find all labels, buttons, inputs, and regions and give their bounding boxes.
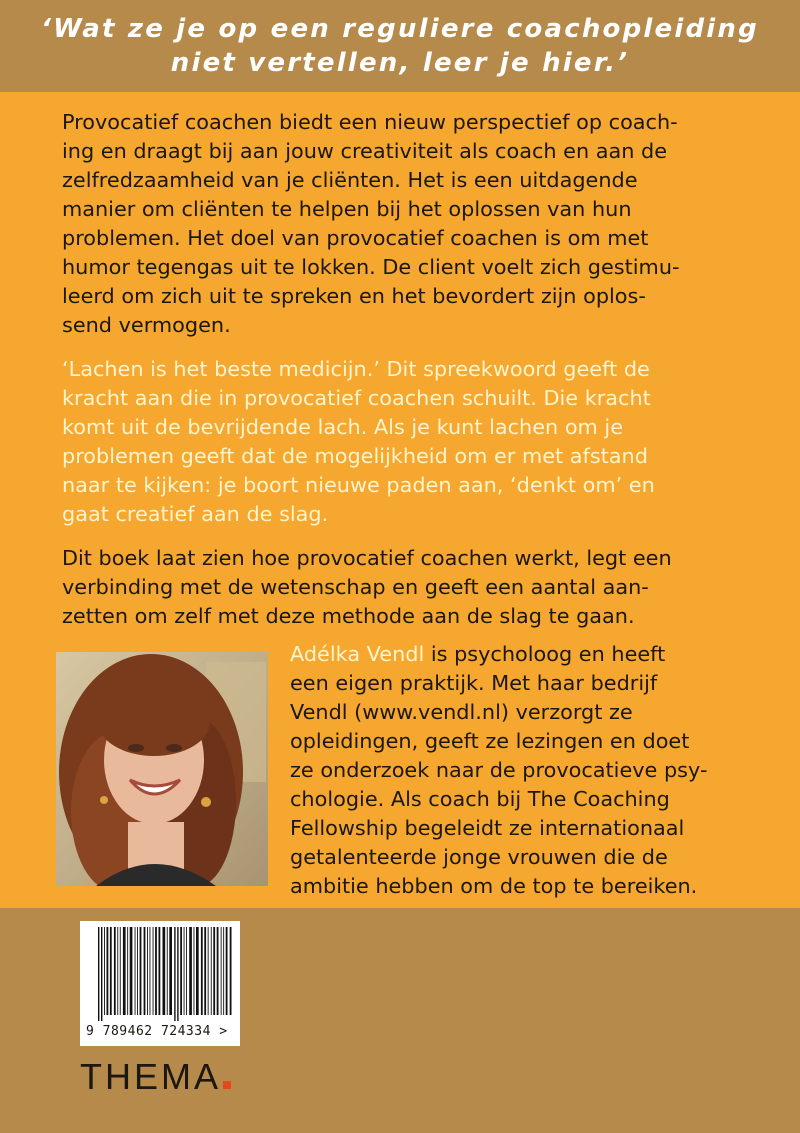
book-summary-paragraph <box>62 544 752 631</box>
barcode-bar <box>221 927 222 1015</box>
barcode-bar <box>135 927 136 1015</box>
author-bio-line: opleidingen, geeft ze lezingen en doet <box>290 729 690 753</box>
barcode-bar <box>217 927 219 1015</box>
barcode-bar <box>163 927 166 1015</box>
author-bio-line: Vendl (www.vendl.nl) verzorgt ze <box>290 700 633 724</box>
quote-line: naar te kijken: je boort nieuwe paden aan, ‘denkt om’ en <box>62 473 655 497</box>
author-name: Adélka Vendl <box>290 642 425 666</box>
content-panel <box>0 92 800 908</box>
barcode-bars <box>80 921 240 1025</box>
barcode-bar <box>174 927 175 1021</box>
barcode-bar <box>194 927 195 1015</box>
barcode-bar <box>226 927 228 1015</box>
barcode-bar <box>153 927 154 1015</box>
barcode-bar <box>184 927 185 1015</box>
quote-line: komt uit de bevrijdende lach. Als je kunt lachen om je <box>62 415 623 439</box>
barcode-bar <box>147 927 148 1015</box>
header-quote-band <box>0 0 800 92</box>
barcode-bar <box>127 927 128 1015</box>
publisher-name: THEMA <box>80 1056 221 1097</box>
author-bio-line: een eigen praktijk. Met haar bedrijf <box>290 671 658 695</box>
quote-line: problemen geeft dat de mogelijkheid om er met afstand <box>62 444 648 468</box>
barcode-bar <box>144 927 146 1015</box>
barcode-bar <box>137 927 138 1015</box>
intro-line: zelfredzaamheid van je cliënten. Het is een uitdagende <box>62 168 638 192</box>
barcode-bar <box>107 927 109 1015</box>
author-bio-line: chologie. Als coach bij The Coaching <box>290 787 670 811</box>
barcode <box>80 921 240 1046</box>
barcode-bar <box>130 927 133 1015</box>
barcode-bar <box>196 927 199 1015</box>
author-bio-line: Fellowship begeleidt ze internationaal <box>290 816 685 840</box>
barcode-bar <box>155 927 157 1015</box>
barcode-bar <box>104 927 105 1015</box>
barcode-bar <box>213 927 215 1015</box>
intro-line: leerd om zich uit te spreken en het bevordert zijn oplos- <box>62 284 646 308</box>
summary-line: zetten om zelf met deze methode aan de slag te gaan. <box>62 604 635 628</box>
barcode-bar <box>211 927 212 1015</box>
author-bio-first-line-rest: is psycholoog en heeft <box>424 642 666 666</box>
author-photo <box>56 652 268 886</box>
quote-line: gaat creatief aan de slag. <box>62 502 329 526</box>
author-bio <box>290 640 760 901</box>
barcode-bar <box>189 927 192 1015</box>
barcode-bar <box>117 927 118 1015</box>
barcode-bar <box>114 927 116 1015</box>
barcode-bar <box>150 927 151 1015</box>
barcode-bar <box>177 927 178 1021</box>
intro-line: send vermogen. <box>62 313 231 337</box>
quote-line: ‘Lachen is het beste medicijn.’ Dit spreekwoord geeft de <box>62 357 650 381</box>
author-bio-line: ze onderzoek naar de provocatieve psy- <box>290 758 708 782</box>
barcode-bar <box>140 927 142 1015</box>
barcode-bar <box>110 927 112 1015</box>
intro-line: humor tegengas uit te lokken. De client voelt zich gestimu- <box>62 255 680 279</box>
barcode-bar <box>230 927 232 1015</box>
barcode-bar <box>169 927 172 1015</box>
barcode-bar <box>201 927 203 1015</box>
author-bio-line: ambitie hebben om de top te bereiken. <box>290 874 698 898</box>
author-bio-line: getalenteerde jonge vrouwen die de <box>290 845 668 869</box>
barcode-bar <box>204 927 206 1015</box>
intro-paragraph <box>62 108 752 340</box>
quote-paragraph <box>62 355 752 529</box>
barcode-bar <box>223 927 224 1015</box>
intro-line: Provocatief coachen biedt een nieuw perspectief op coach- <box>62 110 678 134</box>
barcode-bar <box>180 927 182 1015</box>
barcode-bar <box>208 927 209 1015</box>
summary-line: Dit boek laat zien hoe provocatief coachen werkt, legt een <box>62 546 672 570</box>
publisher-logo-dot <box>223 1081 231 1089</box>
barcode-bar <box>123 927 126 1015</box>
isbn-number: 9 789462 724334 > <box>86 1024 228 1039</box>
intro-line: manier om cliënten te helpen bij het oplossen van hun <box>62 197 632 221</box>
intro-line: ing en draagt bij aan jouw creativiteit als coach en aan de <box>62 139 668 163</box>
barcode-bar <box>98 927 99 1021</box>
barcode-bar <box>186 927 187 1015</box>
summary-line: verbinding met de wetenschap en geeft een aantal aan- <box>62 575 649 599</box>
barcode-bar <box>167 927 168 1015</box>
author-bio-first-line <box>290 640 760 669</box>
author-portrait-illustration <box>56 652 268 886</box>
header-quote-line-1: ‘Wat ze je op een reguliere coachopleiding <box>41 14 759 44</box>
header-quote-line-2: niet vertellen, leer je hier.’ <box>170 48 630 78</box>
quote-line: kracht aan die in provocatief coachen schuilt. Die kracht <box>62 386 651 410</box>
barcode-bar <box>101 927 102 1021</box>
barcode-bar <box>120 927 121 1015</box>
publisher-logo <box>80 1056 231 1098</box>
intro-line: problemen. Het doel van provocatief coachen is om met <box>62 226 649 250</box>
barcode-bar <box>159 927 161 1015</box>
